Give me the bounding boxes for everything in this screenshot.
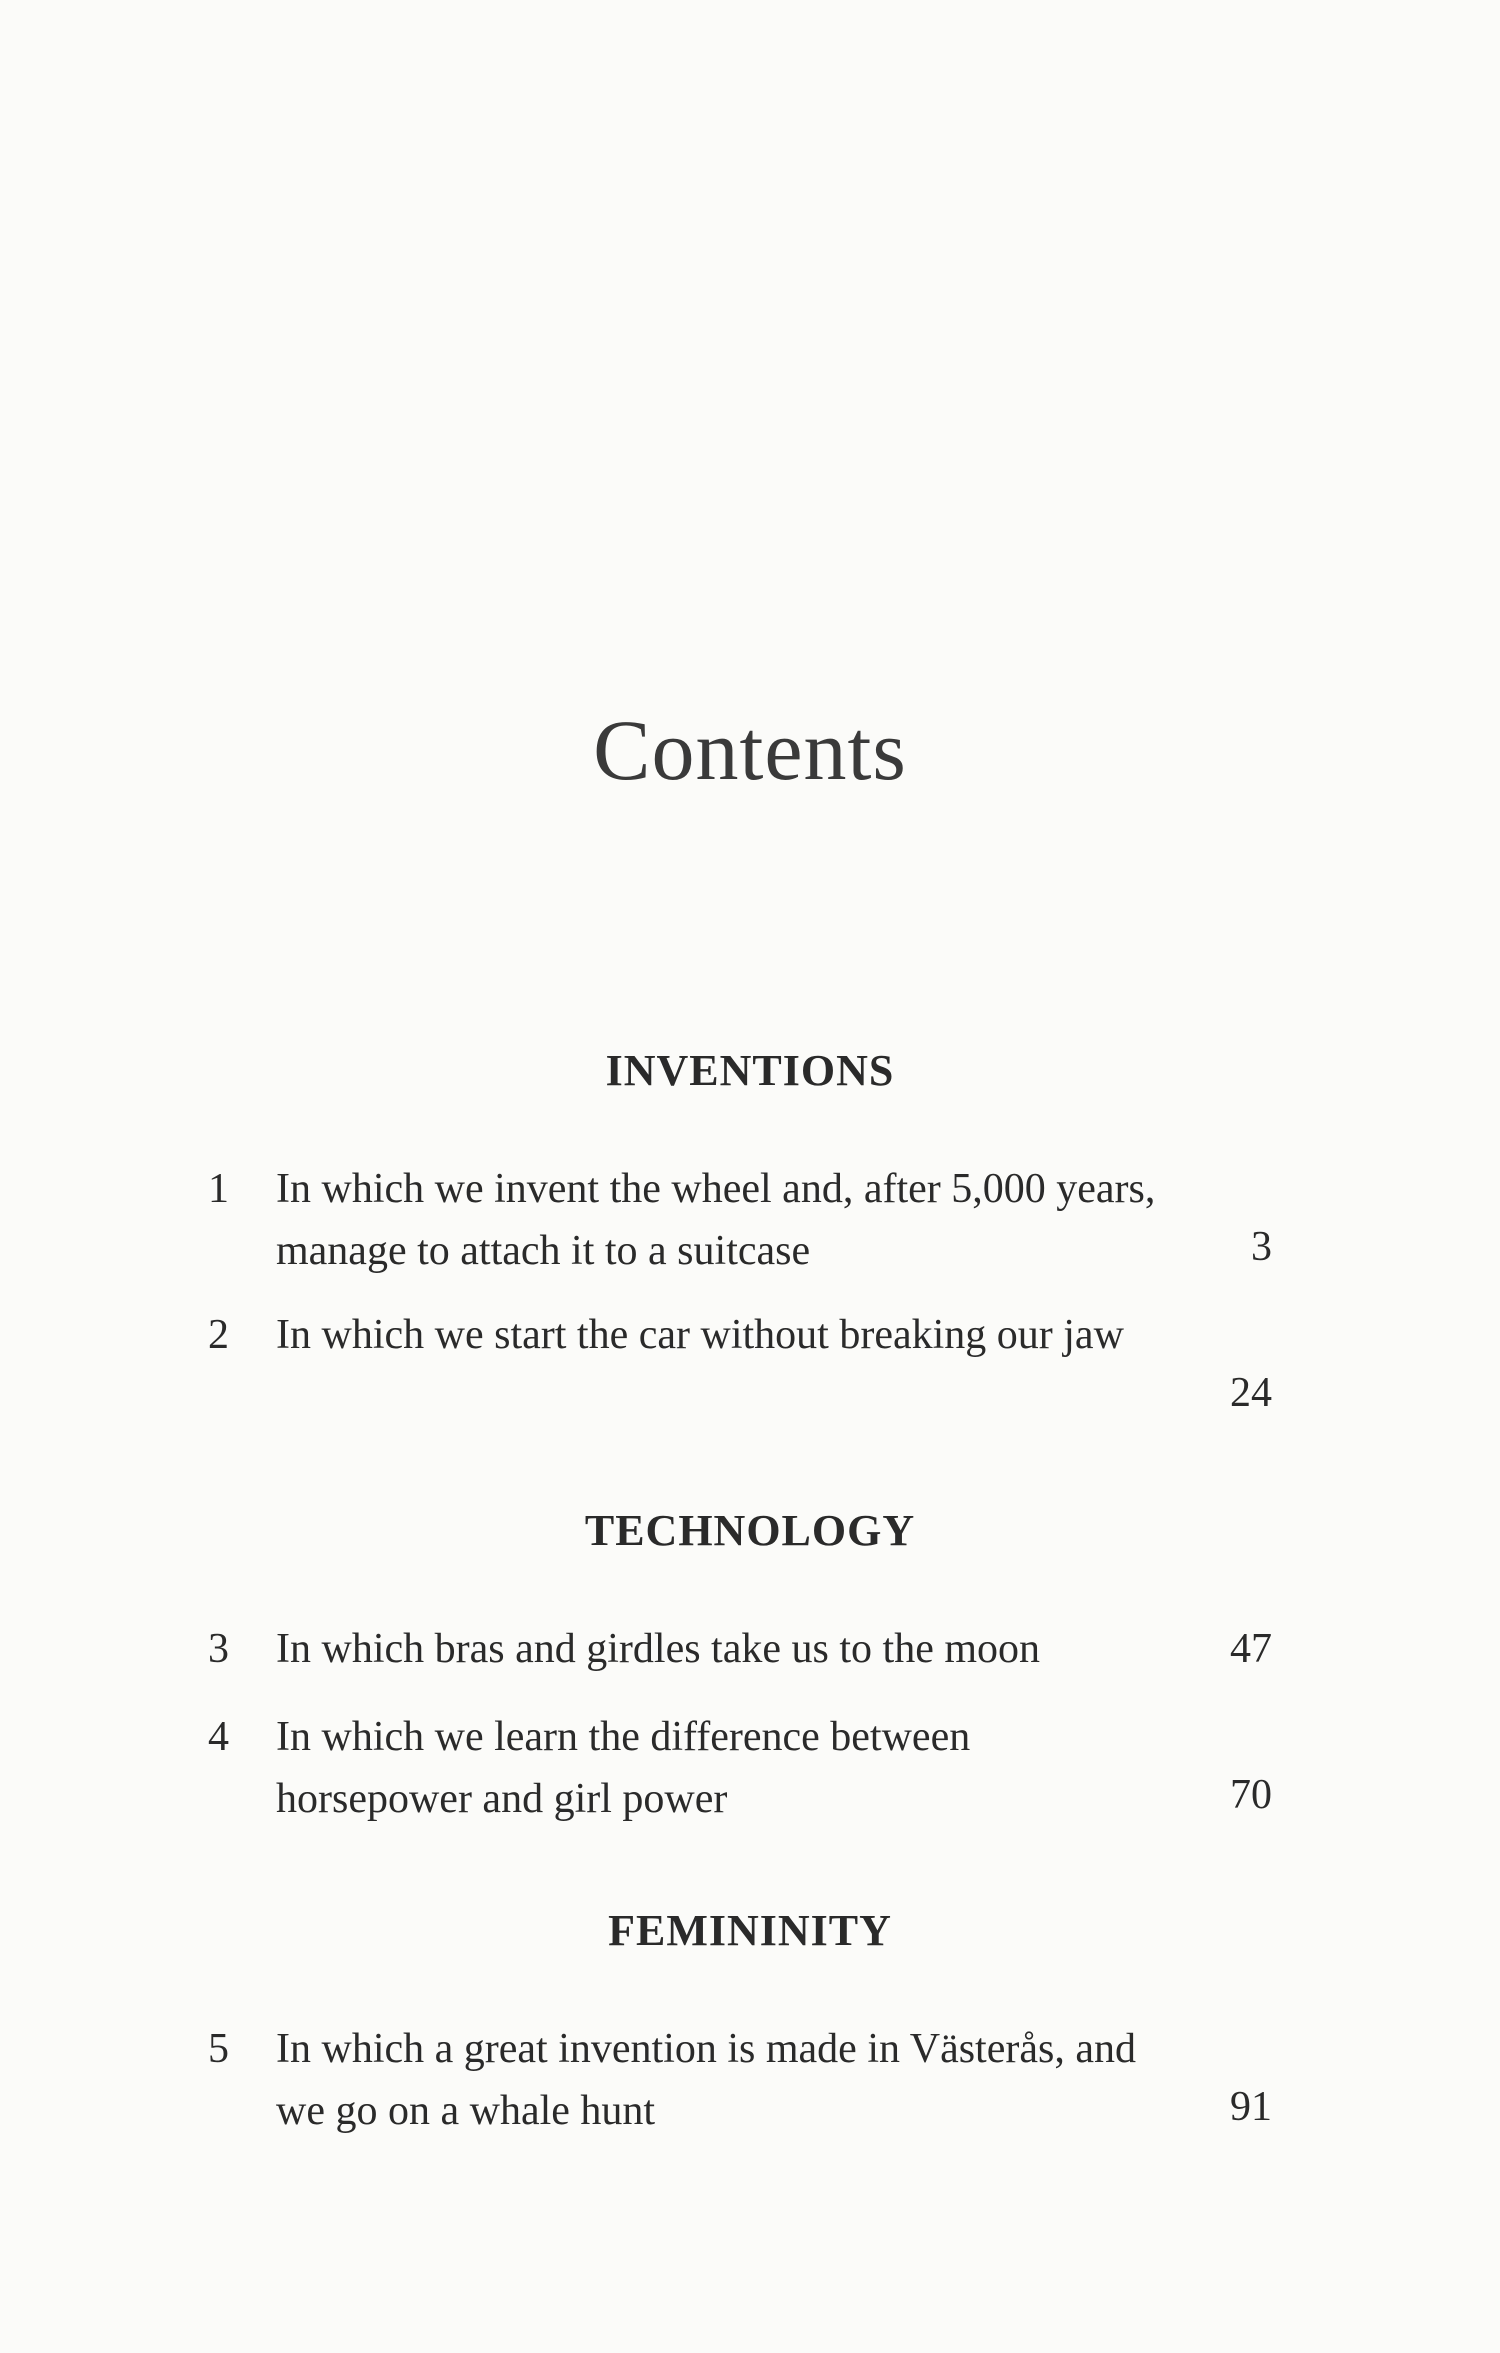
page-number: 47	[1230, 1626, 1272, 1672]
chapter-number: 5	[208, 2026, 229, 2072]
chapter-title[interactable]: In which bras and girdles take us to the moon	[276, 1626, 1040, 1672]
section-inventions	[0, 1045, 1500, 1424]
page-number: 91	[1230, 2084, 1272, 2130]
toc-entry[interactable]	[0, 1618, 1500, 1680]
page-title: Contents	[593, 702, 907, 798]
chapter-number: 4	[208, 1714, 229, 1760]
toc-entry[interactable]	[0, 1304, 1500, 1424]
toc-entry[interactable]	[0, 2018, 1500, 2138]
chapter-number: 2	[208, 1312, 229, 1358]
page-number: 70	[1230, 1772, 1272, 1818]
section-femininity	[0, 1905, 1500, 2138]
page-number: 24	[1230, 1370, 1272, 1416]
page-number: 3	[1251, 1224, 1272, 1270]
chapter-number: 3	[208, 1626, 229, 1672]
section-heading: INVENTIONS	[605, 1046, 895, 1095]
chapter-title[interactable]: In which we invent the wheel and, after 5,000 years, manage to attach it to a suitcase	[276, 1166, 1156, 1274]
chapter-title[interactable]: In which we learn the difference between horsepower and girl power	[276, 1714, 971, 1822]
chapter-number: 1	[208, 1166, 229, 1212]
toc-entry[interactable]	[0, 1158, 1500, 1278]
section-technology	[0, 1505, 1500, 1826]
toc-entry[interactable]	[0, 1706, 1500, 1826]
chapter-title[interactable]: In which a great invention is made in Västerås, and we go on a whale hunt	[276, 2026, 1136, 2134]
section-heading: FEMININITY	[608, 1906, 892, 1955]
chapter-title[interactable]: In which we start the car without breaking our jaw	[276, 1312, 1124, 1358]
section-heading: TECHNOLOGY	[584, 1506, 916, 1555]
